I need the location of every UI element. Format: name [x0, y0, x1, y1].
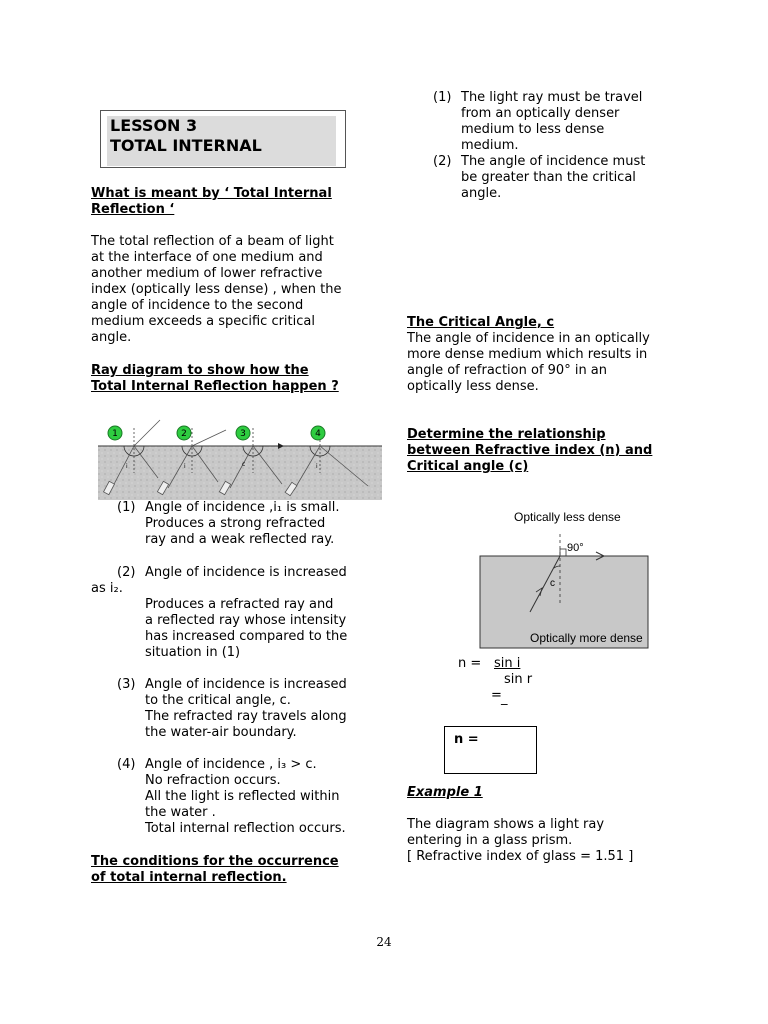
- definition-line: angle of incidence to the second: [91, 298, 304, 313]
- definition-line: at the interface of one medium and: [91, 250, 323, 265]
- total-internal-reflection-diagram: [98, 418, 382, 500]
- right-angle-label: 90°: [567, 542, 584, 554]
- critical-angle-definition: [407, 331, 697, 395]
- definition-line: optically less dense.: [407, 379, 539, 394]
- answer-box-label: n =: [454, 732, 479, 747]
- critical-angle-heading: The Critical Angle, c: [407, 315, 555, 330]
- example-title: Example 1: [407, 785, 483, 800]
- definition-line: medium exceeds a specific critical: [91, 314, 315, 329]
- definition-line: angle of refraction of 90° in an: [407, 363, 608, 378]
- condition-line: medium to less dense: [461, 122, 605, 137]
- lesson-title: TOTAL INTERNAL: [110, 136, 262, 155]
- item-line: the water-air boundary.: [145, 725, 297, 740]
- question-heading-line2: Reflection ‘: [91, 202, 175, 217]
- formula-denominator: sin r: [504, 672, 533, 687]
- item-line: Produces a strong refracted: [145, 516, 326, 531]
- item-line: Angle of incidence is increased: [145, 677, 347, 692]
- page-number: 24: [376, 935, 392, 949]
- item-line: to the critical angle, c.: [145, 693, 291, 708]
- condition-line: be greater than the critical: [461, 170, 636, 185]
- item-line: Produces a refracted ray and: [145, 597, 334, 612]
- condition-1: [461, 90, 642, 154]
- definition-paragraph: [91, 234, 371, 346]
- lesson-title-box: [100, 110, 346, 168]
- item-line: the water .: [145, 805, 216, 820]
- svg-text:c: c: [242, 461, 246, 468]
- item-number: (3): [117, 677, 136, 692]
- item-line: ray and a weak reflected ray.: [145, 532, 335, 547]
- item-number: (4): [117, 757, 136, 772]
- svg-text:i: i: [316, 463, 318, 470]
- less-dense-label: Optically less dense: [514, 510, 621, 524]
- more-dense-label: Optically more dense: [530, 631, 643, 645]
- lesson-title-background: [107, 116, 336, 166]
- relationship-heading-line1: Determine the relationship: [407, 427, 606, 442]
- condition-line: from an optically denser: [461, 106, 620, 121]
- svg-text:i: i: [126, 463, 128, 470]
- item-line: a reflected ray whose intensity: [145, 613, 347, 628]
- relationship-heading-line3: Critical angle (c): [407, 459, 529, 474]
- item-line: Angle of incidence is increased: [145, 565, 347, 580]
- item-line: Angle of incidence ,i₁ is small.: [145, 500, 340, 515]
- example-line: entering in a glass prism.: [407, 833, 573, 848]
- example-line: The diagram shows a light ray: [407, 817, 605, 832]
- formula-numerator: sin i: [494, 656, 521, 671]
- item-line: Angle of incidence , i₃ > c.: [145, 757, 317, 772]
- item-line: All the light is reflected within: [145, 789, 340, 804]
- item-line: as i₂.: [91, 581, 123, 596]
- definition-line: angle.: [91, 330, 132, 345]
- question-heading-line1: What is meant by ‘ Total Internal: [91, 186, 332, 201]
- answer-box: [444, 726, 537, 774]
- diagram-label-4: 4: [315, 429, 321, 439]
- svg-text:i: i: [184, 463, 186, 470]
- item-line: The refracted ray travels along: [145, 709, 347, 724]
- critical-angle-label: c: [550, 578, 555, 589]
- definition-line: another medium of lower refractive: [91, 266, 323, 281]
- item-line: Total internal reflection occurs.: [145, 821, 346, 836]
- item-number: (1): [117, 500, 136, 515]
- explanation-item-3: [145, 677, 347, 741]
- diagram-label-2: 2: [181, 429, 187, 439]
- condition-line: medium.: [461, 138, 519, 153]
- condition-number: (1): [433, 90, 452, 105]
- definition-line: The angle of incidence in an optically: [407, 331, 650, 346]
- explanation-item-2: [145, 597, 347, 661]
- definition-line: The total reflection of a beam of light: [91, 234, 334, 249]
- lesson-number: LESSON 3: [110, 116, 198, 135]
- condition-number: (2): [433, 154, 452, 169]
- condition-line: angle.: [461, 186, 502, 201]
- critical-angle-diagram: [478, 504, 653, 649]
- explanation-item-1: [117, 500, 377, 547]
- conditions-heading-line1: The conditions for the occurrence: [91, 854, 339, 869]
- ray-diagram-heading-line2: Total Internal Reflection happen ?: [91, 379, 339, 394]
- condition-line: The angle of incidence must: [461, 154, 646, 169]
- item-line: No refraction occurs.: [145, 773, 281, 788]
- definition-line: index (optically less dense) , when the: [91, 282, 342, 297]
- diagram-label-1: 1: [112, 429, 118, 439]
- water-region: [98, 446, 382, 500]
- ray-diagram-heading-line1: Ray diagram to show how the: [91, 363, 309, 378]
- relationship-heading-line2: between Refractive index (n) and: [407, 443, 653, 458]
- item-line: has increased compared to the: [145, 629, 348, 644]
- definition-line: more dense medium which results in: [407, 347, 648, 362]
- explanation-item-4: [145, 757, 346, 837]
- example-text: [407, 817, 707, 865]
- formula-lhs: n =: [458, 656, 482, 671]
- condition-2: [461, 154, 645, 202]
- formula-equals: =: [491, 688, 502, 703]
- conditions-heading-line2: of total internal reflection.: [91, 870, 287, 885]
- example-line: [ Refractive index of glass = 1.51 ]: [407, 849, 634, 864]
- item-line: situation in (1): [145, 645, 241, 660]
- formula-blank: _: [501, 691, 508, 706]
- condition-line: The light ray must be travel: [461, 90, 643, 105]
- item-number: (2): [117, 565, 136, 580]
- diagram-label-3: 3: [240, 429, 246, 439]
